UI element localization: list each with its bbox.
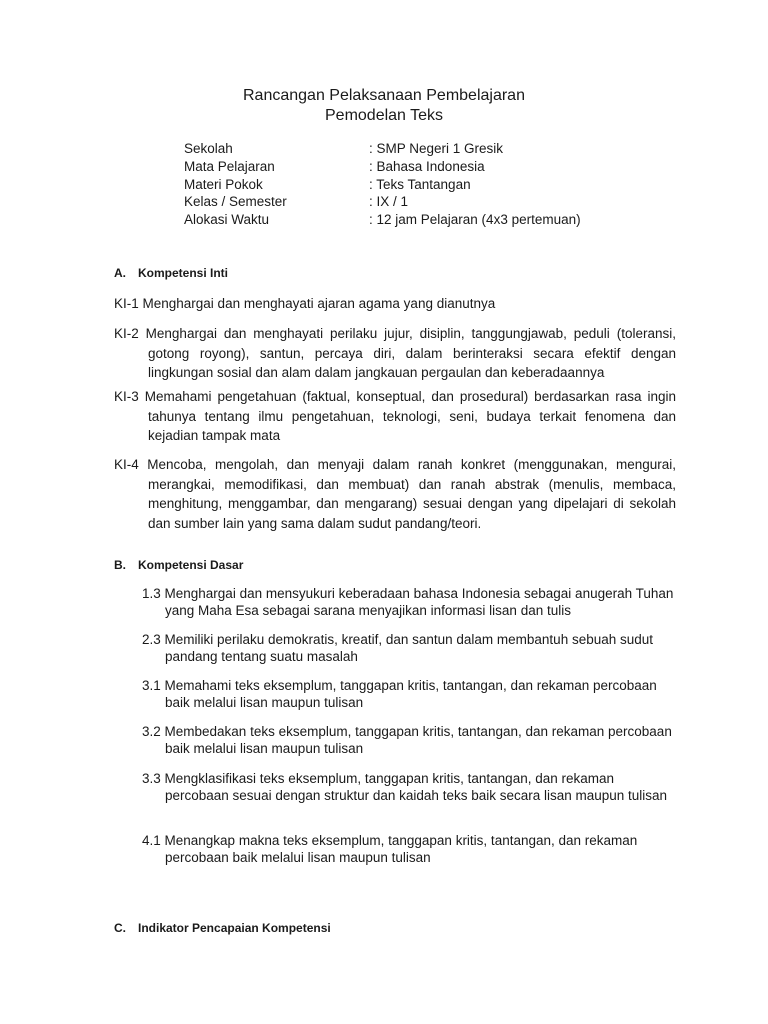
identity-row (184, 211, 581, 229)
ki-item: KI-1 Menghargai dan menghayati ajaran agama yang dianutnya (114, 296, 496, 311)
identity-label: Materi Pokok (184, 176, 263, 192)
kd-item: 1.3 Menghargai dan mensyukuri keberadaan bahasa Indonesia sebagai anugerah Tuhan yang Maha Esa sebagai sarana menyajikan informasi lisan dan tulis (142, 586, 674, 618)
section-title: Kompetensi Inti (138, 266, 229, 280)
kd-item: 4.1 Menangkap makna teks eksemplum, tanggapan kritis, tantangan, dan rekaman percobaan baik melalui lisan maupun tulisan (142, 833, 638, 865)
identity-row (184, 158, 581, 176)
section-title: Indikator Pencapaian Kompetensi (138, 921, 331, 935)
ki-item: KI-3 Memahami pengetahuan (faktual, konseptual, dan prosedural) berdasarkan rasa ingin tahunya tentang ilmu pengetahuan, teknologi, seni, budaya terkait fenomena dan kejadian tampak mata (114, 389, 676, 443)
kd-item: 3.3 Mengklasifikasi teks eksemplum, tanggapan kritis, tantangan, dan rekaman percobaan sesuai dengan struktur dan kaidah teks baik secara lisan maupun tulisan (142, 771, 668, 803)
section-letter: B. (114, 558, 126, 572)
kd-item: 2.3 Memiliki perilaku demokratis, kreatif, dan santun dalam membantuh sebuah sudut pandang tentang suatu masalah (142, 632, 654, 664)
section-letter: A. (114, 266, 126, 280)
document-title: Rancangan Pelaksanaan Pembelajaran (243, 87, 525, 104)
identity-table (184, 140, 581, 229)
kd-item: 3.2 Membedakan teks eksemplum, tanggapan kritis, tantangan, dan rekaman percobaan baik melalui lisan maupun tulisan (142, 724, 672, 756)
section-c-heading (114, 920, 331, 936)
ki-item: KI-2 Menghargai dan menghayati perilaku jujur, disiplin, tanggungjawab, peduli (toleransi, gotong royong), santun, percaya diri, dalam berinteraksi secara efektif dengan lingkungan sosial dan alam dalam jangkauan pergaulan dan keberadaannya (114, 326, 676, 380)
identity-value: : IX / 1 (369, 194, 409, 210)
identity-row (184, 193, 581, 211)
identity-value: : 12 jam Pelajaran (4x3 pertemuan) (369, 212, 581, 228)
section-b-heading (114, 557, 243, 573)
identity-label: Kelas / Semester (184, 194, 287, 210)
identity-value: : Bahasa Indonesia (369, 158, 485, 174)
section-letter: C. (114, 921, 126, 935)
identity-row (184, 140, 581, 158)
kd-item: 3.1 Memahami teks eksemplum, tanggapan kritis, tantangan, dan rekaman percobaan baik melalui lisan maupun tulisan (142, 678, 657, 710)
ki-item: KI-4 Mencoba, mengolah, dan menyaji dalam ranah konkret (menggunakan, mengurai, merangkai, memodifikasi, dan membuat) dan ranah abstrak (menulis, membaca, menghitung, menggambar, dan mengarang) sesuai dengan yang dipelajari di sekolah dan sumber lain yang sama dalam sudut pandang/teori. (114, 457, 676, 531)
section-title: Kompetensi Dasar (138, 558, 244, 572)
section-a-heading (114, 265, 228, 281)
identity-label: Sekolah (184, 141, 233, 156)
identity-value: : Teks Tantangan (369, 176, 471, 192)
identity-label: Mata Pelajaran (184, 158, 275, 174)
identity-row (184, 176, 581, 194)
identity-value: : SMP Negeri 1 Gresik (369, 141, 504, 156)
document-subtitle: Pemodelan Teks (325, 107, 443, 124)
identity-label: Alokasi Waktu (184, 212, 270, 228)
